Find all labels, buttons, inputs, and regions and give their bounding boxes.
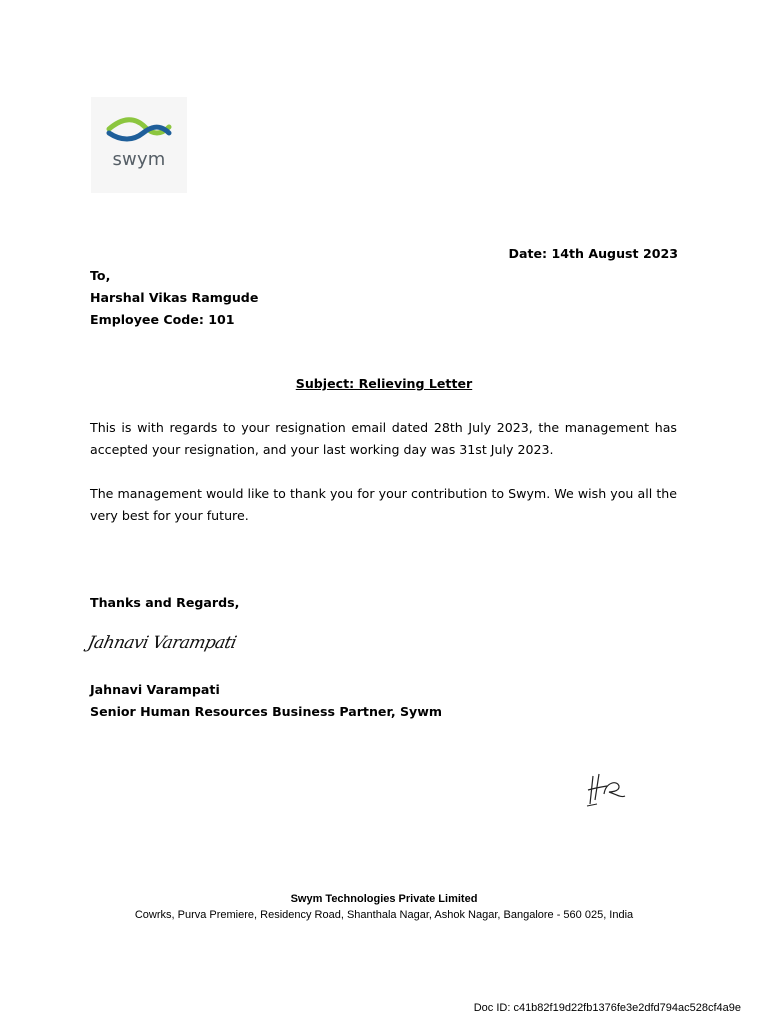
body-paragraph-1: This is with regards to your resignation email dated 28th July 2023, the management has accepted your resignation, and your last working day was 31st July 2023. [90, 420, 677, 457]
footer-address: Cowrks, Purva Premiere, Residency Road, Shanthala Nagar, Ashok Nagar, Bangalore - 560 025, India [134, 909, 634, 921]
body-paragraph-2: The management would like to thank you for your contribution to Swym. We wish you all the very best for your future. [90, 486, 677, 523]
footer-company: Swym Technologies Private Limited [290, 893, 478, 905]
logo-wordmark: swym [112, 149, 166, 170]
recipient-name: Harshal Vikas Ramgude [90, 290, 259, 305]
salutation: To, [90, 268, 111, 283]
signer-name: Jahnavi Varampati [90, 682, 220, 697]
company-logo [91, 97, 187, 193]
recipient-block [90, 265, 258, 331]
wave-logo-icon [105, 115, 173, 149]
subject-line: Subject: Relieving Letter [295, 376, 473, 391]
employee-code: Employee Code: 101 [90, 312, 235, 327]
signer-block [90, 679, 442, 723]
closing-line: Thanks and Regards, [90, 595, 240, 610]
document-id: Doc ID: c41b82f19d22fb1376fe3e2dfd794ac528cf4a9e [473, 1002, 741, 1014]
signer-title: Senior Human Resources Business Partner, Sywm [90, 704, 443, 719]
hr-initials-mark [585, 770, 629, 810]
handwritten-signature: Jahnavi Varampati [85, 633, 238, 653]
letter-date: Date: 14th August 2023 [508, 246, 678, 261]
